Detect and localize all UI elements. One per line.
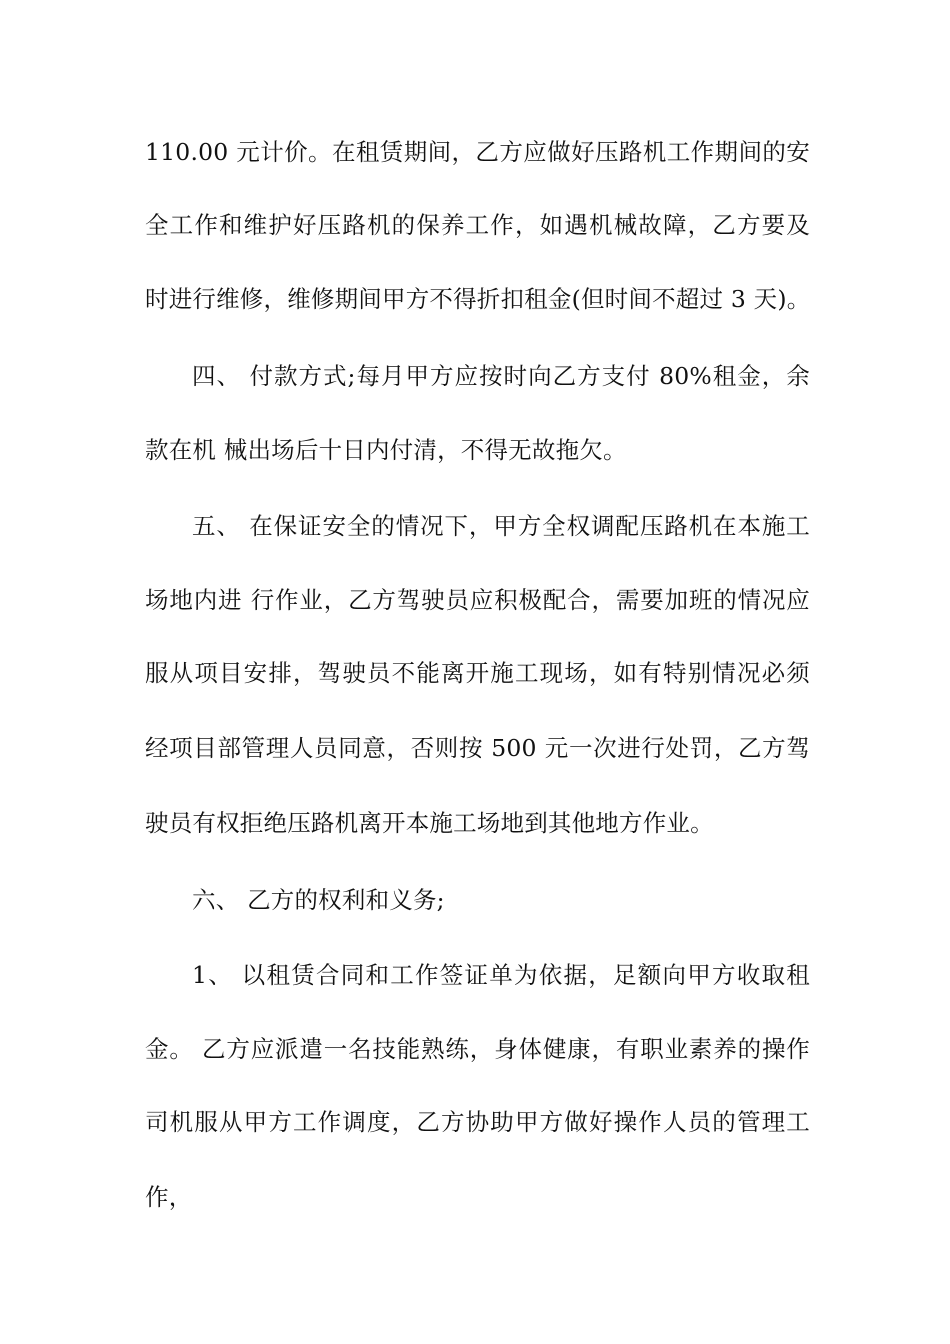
text-line: 金。 乙方应派遣一名技能熟练，身体健康，有职业素养的操作 [145,1035,810,1063]
text-line: 作， [145,1183,193,1211]
paragraph-six-heading-line: 六、 乙方的权利和义务; [192,886,445,914]
text-line: 全工作和维护好压路机的保养工作，如遇机械故障，乙方要及 [145,211,810,239]
text-line: 款在机 械出场后十日内付清，不得无故拖欠。 [145,436,627,464]
text-line: 司机服从甲方工作调度，乙方协助甲方做好操作人员的管理工 [145,1108,810,1136]
text-line: 经项目部管理人员同意，否则按 500 元一次进行处罚，乙方驾 [145,734,810,762]
text-line: 驶员有权拒绝压路机离开本施工场地到其他地方作业。 [145,809,714,837]
text-line: 110.00 元计价。在租赁期间，乙方应做好压路机工作期间的安 [145,138,810,166]
paragraph-four-heading-line: 四、 付款方式;每月甲方应按时向乙方支付 80%租金，余 [192,362,810,390]
text-line: 时进行维修，维修期间甲方不得折扣租金(但时间不超过 3 天)。 [145,285,811,313]
paragraph-five-heading-line: 五、 在保证安全的情况下，甲方全权调配压路机在本施工 [192,512,810,540]
item-one-line: 1、 以租赁合同和工作签证单为依据，足额向甲方收取租 [192,961,810,989]
text-line: 服从项目安排，驾驶员不能离开施工现场，如有特别情况必须 [145,659,810,687]
text-line: 场地内进 行作业，乙方驾驶员应积极配合，需要加班的情况应 [145,586,810,614]
